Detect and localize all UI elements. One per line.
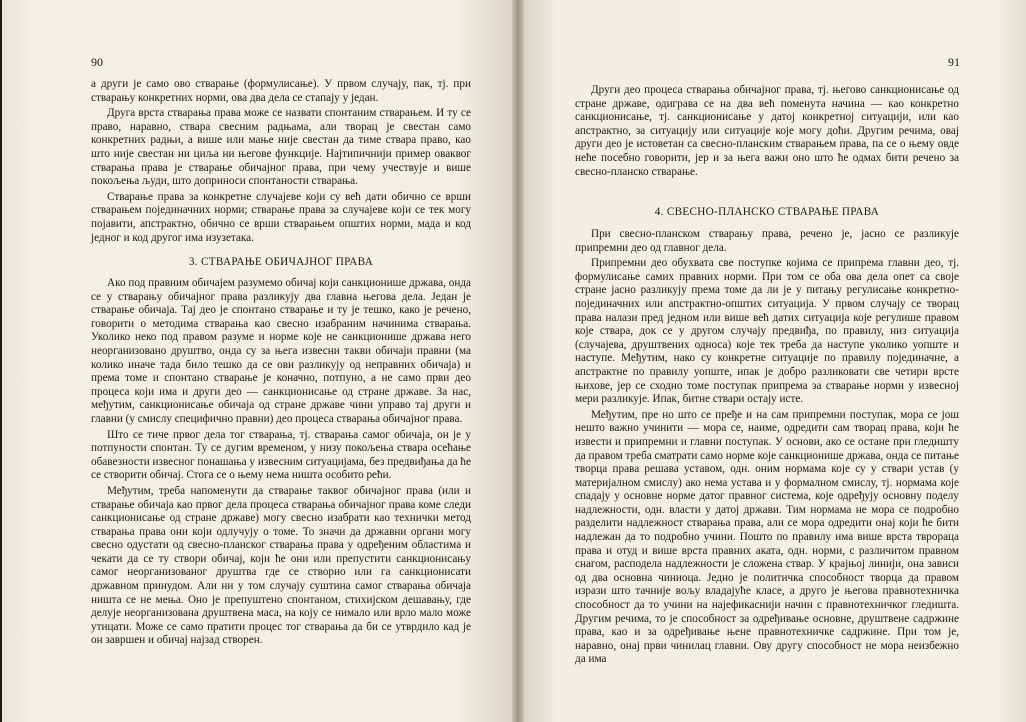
right-page: [518, 0, 1026, 722]
page-number-left: 90: [91, 55, 103, 69]
paragraph: Међутим, пре но што се пређе и на сам припремни поступак, мора се још нешто важно учинити — мора се, наиме, одредити сам творац права, који ће извести и припремни и главни поступак. У основи, ако се остане при гледишту да правом треба сматрати само норме које санкционише држава, онда се питање творца права решава уставом, одн. оним нормама које су у ствари устав (у материјалном смислу) ако нема устава и у формалном смислу, тј. нормама које спадају у основне норме датог правног система, које одређују основну поделу надлежности, одн. власти у датој држави. Тим нормама не мора се подробно разделити надлежност стварања права, али се мора одредити онај који ће бити надлежан да то подробно учини. Пошто по правилу има више врста тврораца права и отуд и више врста правних аката, одн. норми, с различитом правном снагом, расподела надлежности је сложена ствар. У крајњој линији, она зависи од два основна чиниоца. Једно је политичка способност творца да правом изрази што тачније вољу владајуће класе, а друго је његова правнотехничка способност да то учини на најефикаснији начин с правнотехничког гледишта. Другим речима, то је способност за одређивање основне, друштвене садржине права, као и за одређивање њене правнотехничке садржине. При том је, наравно, онај први чинилац главни. Ову другу способност не мора неизбежно да има: [575, 408, 959, 666]
paragraph: Ако под правним обичајем разумемо обичај који санкционише држава, онда се у стварању обичајног права разликују два главна његова дела. Један је стварање обичаја. Тај део је спонтано стварање и ту је тешко, како је речено, говорити о методима стварања као свесно изабраним начинима стварања. Уколико неко под правом разуме и норме које не санкционише држава него неорганизовано друштво, онда су за њега извесни такви обичаји правни (ма колико иначе тада било тешко да се ови разликују од неправних обичаја) и према томе и спонтано стварање је коначно, потпуно, а не само први део процеса који има и други део — санкционисање од стране државе. За нас, међутим, санкционисање обичаја од стране државе чини управо тај други и главни (у смислу специфично правни) део процеса стварања обичајног права.: [91, 277, 471, 425]
paragraph: При свесно-планском стварању права, речено је, јасно се разликује припремни део од главног дела.: [575, 228, 959, 254]
left-section-text: [91, 277, 471, 650]
book-gutter: [512, 0, 524, 722]
left-intro-text: [91, 78, 471, 247]
paragraph: Стварање права за конкретне случајеве који су већ дати обично се врши стварањем појединачних норми; стварање права за случајеве који се тек могу појавити, апстрактно, обично се врши стварањем општих норми, мада и код једног и код другог има изузетака.: [91, 190, 471, 244]
paragraph: Други део процеса стварања обичајног права, тј. његово санкционисање од стране државе, одиграва се на два већ поменута начина — као конкретно санкционисање, тј. санкционисање у датој конкретној ситуацији, или као апстрактно, за ситуацију или ситуације које могу доћи. Другим речима, овај други део је истоветан са свесно-планским стварањем права, па се о њему овде неће посебно говорити, јер и за њега важи оно што ће одмах бити речено за свесно-планско стварање.: [575, 84, 959, 178]
page-number-right: 91: [948, 55, 960, 69]
paragraph: Међутим, треба напоменути да стварање таквог обичајног права (или и стварање обичаја као првог дела процеса стварања обичајног права коме следи санкционисање од стране државе) могу свесно изабрати као технички метод стварања права они који одлучују о томе. То значи да државни органи могу свесно одустати од свесно-планског стварања права у одређеним областима и чекати да се ту створи обичај, који ће они или препустити санкционисању самог неорганизованог друштва где се створио или га санкционисати државном принудом. Али ни у том случају суштина самог стварања обичаја ништа се не мења. Оно је препуштено спонтаном, стихијском дешавању, где делује неорганизована друштвена маса, на коју се нимало или врло мало може утицати. Може се само пратити процес тог стварања да би се утврдило кад је он завршен и обичај најзад створен.: [91, 484, 471, 647]
paragraph: Што се тиче првог дела тог стварања, тј. стварања самог обичаја, он је у потпуности спонтан. Ту се дугим временом, у низу покољења ствара осећање обавезности извесног понашања у извесним ситуацијама, без предвиђања да ће се створити обичај. Стога се о њему нема ништа особито рећи.: [91, 428, 471, 482]
paragraph: а други је само ово стварање (формулисање). У првом случају, пак, тј. при стварању конкретних норми, ова два дела се стапају у један.: [91, 78, 471, 104]
section-heading: 3. СТВАРАЊЕ ОБИЧАЈНОГ ПРАВА: [188, 256, 374, 268]
section-heading: 4. СВЕСНО-ПЛАНСКО СТВАРАЊЕ ПРАВА: [654, 206, 880, 218]
paragraph: Припремни део обухвата све поступке којима се припрема главни део, тј. формулисање самих правних норми. При том се оба ова дела опет са своје стране јасно разликују према томе да ли је у питању регулисање конкретно-појединачних или апстрактно-општих ситуација. У првом случају се творац права налази пред једном или више већ датих ситуација које регулише правом које ствара, док се у другом случају предвиђа, по правилу, низ ситуација (случајева, друштвених односа) које тек треба да наступе уколико уопште и наступе. Међутим, нако су конкретне ситуације по правилу појединачне, а апстрактне по правилу уопште, ипак је добро разликовати све четири врсте њихове, јер се сходно томе поступак припрема за стварање норми у извесној мери разликује. Ипак, битне ствари остају исте.: [575, 257, 959, 406]
left-page: [2, 0, 518, 722]
paragraph: Друга врста стварања права може се назвати спонтаним стварањем. И ту се право, наравно, ствара свесним радњама, али творац је свестан само конкретних радњи, а више или мање није свестан да тиме ствара право, као што није свестан ни циља ни његове функције. Најтипичнији пример оваквог стварања права је стварање обичајног права, при чему учествује и више покољења људи, што доприноси спонтаности стварања.: [91, 107, 471, 188]
right-intro-text: [575, 84, 959, 181]
right-section-text: [575, 228, 959, 669]
